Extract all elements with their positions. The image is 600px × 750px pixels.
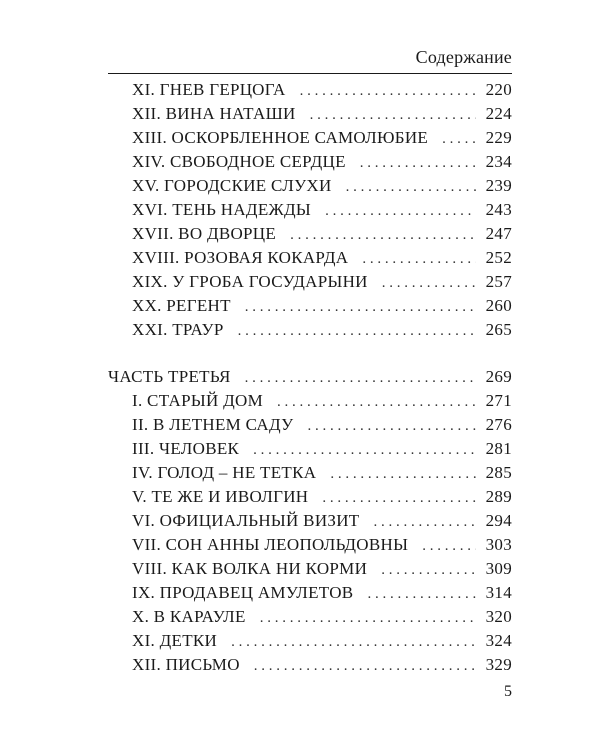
toc-entry-title: XVII. ВО ДВОРЦЕ	[132, 224, 277, 243]
toc-entry-page: 265	[485, 320, 512, 339]
toc-entry-page: 314	[485, 583, 512, 602]
toc-entry	[108, 415, 512, 439]
toc-entry-page: 224	[485, 104, 512, 123]
toc-entry	[108, 248, 512, 272]
toc-entry-page: 294	[485, 511, 512, 530]
toc-entry-page: 271	[485, 391, 512, 410]
toc-entry-page: 303	[485, 535, 512, 554]
toc-entry-page: 276	[485, 415, 512, 434]
toc-entry	[108, 391, 512, 415]
toc-entry-title: ЧАСТЬ ТРЕТЬЯ	[108, 367, 231, 386]
toc-entry-title: I. СТАРЫЙ ДОМ	[132, 391, 264, 410]
toc-entry	[108, 463, 512, 487]
toc-entry-title: XI. ДЕТКИ	[132, 631, 218, 650]
toc-entry-page: 247	[485, 224, 512, 243]
toc-entry	[108, 511, 512, 535]
toc-leader-dots	[307, 418, 476, 435]
toc-entry-title: VIII. КАК ВОЛКА НИ КОРМИ	[132, 559, 368, 578]
toc-entry	[108, 320, 512, 344]
toc-leader-dots	[381, 562, 476, 579]
toc-entry	[108, 655, 512, 679]
toc-entry	[108, 104, 512, 128]
toc-entry-title: III. ЧЕЛОВЕК	[132, 439, 240, 458]
toc-leader-dots	[330, 466, 476, 483]
toc-entry	[108, 224, 512, 248]
toc-entry-title: X. В КАРАУЛЕ	[132, 607, 246, 626]
toc-entry	[108, 583, 512, 607]
toc-leader-dots	[322, 490, 476, 507]
toc-entry-title: XI. ГНЕВ ГЕРЦОГА	[132, 80, 286, 99]
toc-leader-dots	[245, 299, 476, 316]
toc-leader-dots	[254, 658, 476, 675]
toc-leader-dots	[346, 179, 476, 196]
toc-leader-dots	[367, 586, 476, 603]
toc-entry-title: IV. ГОЛОД – НЕ ТЕТКА	[132, 463, 317, 482]
toc-entry-title: XVI. ТЕНЬ НАДЕЖДЫ	[132, 200, 312, 219]
toc-entry-page: 234	[485, 152, 512, 171]
toc-entry	[108, 439, 512, 463]
toc-entry-title: IX. ПРОДАВЕЦ АМУЛЕТОВ	[132, 583, 354, 602]
toc-leader-dots	[245, 370, 476, 387]
toc-entry	[108, 487, 512, 511]
toc-leader-dots	[300, 83, 476, 100]
toc-leader-dots	[422, 538, 476, 555]
toc-entry-title: XX. РЕГЕНТ	[132, 296, 231, 315]
toc-entry	[108, 559, 512, 583]
toc-entry-title: XIII. ОСКОРБЛЕННОЕ САМОЛЮБИЕ	[132, 128, 429, 147]
toc-entry-page: 257	[485, 272, 512, 291]
toc-entry	[108, 272, 512, 296]
toc-entry-page: 220	[485, 80, 512, 99]
toc-entry-page: 260	[485, 296, 512, 315]
toc-entry-page: 329	[485, 655, 512, 674]
toc-entry	[108, 200, 512, 224]
toc-entry	[108, 128, 512, 152]
toc-entry-title: II. В ЛЕТНЕМ САДУ	[132, 415, 294, 434]
toc-leader-dots	[382, 275, 476, 292]
toc-entry	[108, 176, 512, 200]
page-number: 5	[504, 683, 512, 700]
toc-leader-dots	[238, 323, 476, 340]
toc-entry-title: XII. ПИСЬМО	[132, 655, 240, 674]
toc-leader-dots	[360, 155, 476, 172]
toc-entry-page: 281	[485, 439, 512, 458]
toc-entry-title: XIV. СВОБОДНОЕ СЕРДЦЕ	[132, 152, 346, 171]
toc-entry	[108, 607, 512, 631]
toc-entry-title: VII. СОН АННЫ ЛЕОПОЛЬДОВНЫ	[132, 535, 409, 554]
header-rule	[108, 73, 512, 74]
toc-leader-dots	[310, 107, 476, 124]
toc-entry-page: 309	[485, 559, 512, 578]
toc-entry-title: XII. ВИНА НАТАШИ	[132, 104, 296, 123]
toc-leader-dots	[442, 131, 476, 148]
toc-entry-page: 243	[485, 200, 512, 219]
toc-entry	[108, 535, 512, 559]
toc-entry-page: 320	[485, 607, 512, 626]
toc-leader-dots	[277, 394, 476, 411]
toc-leader-dots	[373, 514, 476, 531]
toc-entry-title: V. ТЕ ЖЕ И ИВОЛГИН	[132, 487, 309, 506]
toc-entry-page: 285	[485, 463, 512, 482]
toc-leader-dots	[260, 610, 476, 627]
toc-entry-page: 252	[485, 248, 512, 267]
toc-entry	[108, 296, 512, 320]
toc-entry	[108, 152, 512, 176]
toc-entry-page: 289	[485, 487, 512, 506]
toc-part-heading	[108, 367, 512, 391]
toc-leader-dots	[362, 251, 476, 268]
toc-leader-dots	[231, 634, 476, 651]
toc-entry-title: XXI. ТРАУР	[132, 320, 224, 339]
toc-leader-dots	[290, 227, 476, 244]
toc-entry-page: 239	[485, 176, 512, 195]
toc-entry-page: 324	[485, 631, 512, 650]
toc-entry-page: 229	[485, 128, 512, 147]
toc-entry-title: XIX. У ГРОБА ГОСУДАРЫНИ	[132, 272, 368, 291]
toc-entry-title: XVIII. РОЗОВАЯ КОКАРДА	[132, 248, 349, 267]
toc-entry-title: VI. ОФИЦИАЛЬНЫЙ ВИЗИТ	[132, 511, 360, 530]
running-header: Содержание	[415, 47, 512, 67]
toc-entry	[108, 631, 512, 655]
toc-leader-dots	[253, 442, 476, 459]
toc-entry-page: 269	[485, 367, 512, 386]
toc-entry	[108, 80, 512, 104]
toc-leader-dots	[325, 203, 476, 220]
toc-entry-title: XV. ГОРОДСКИЕ СЛУХИ	[132, 176, 332, 195]
